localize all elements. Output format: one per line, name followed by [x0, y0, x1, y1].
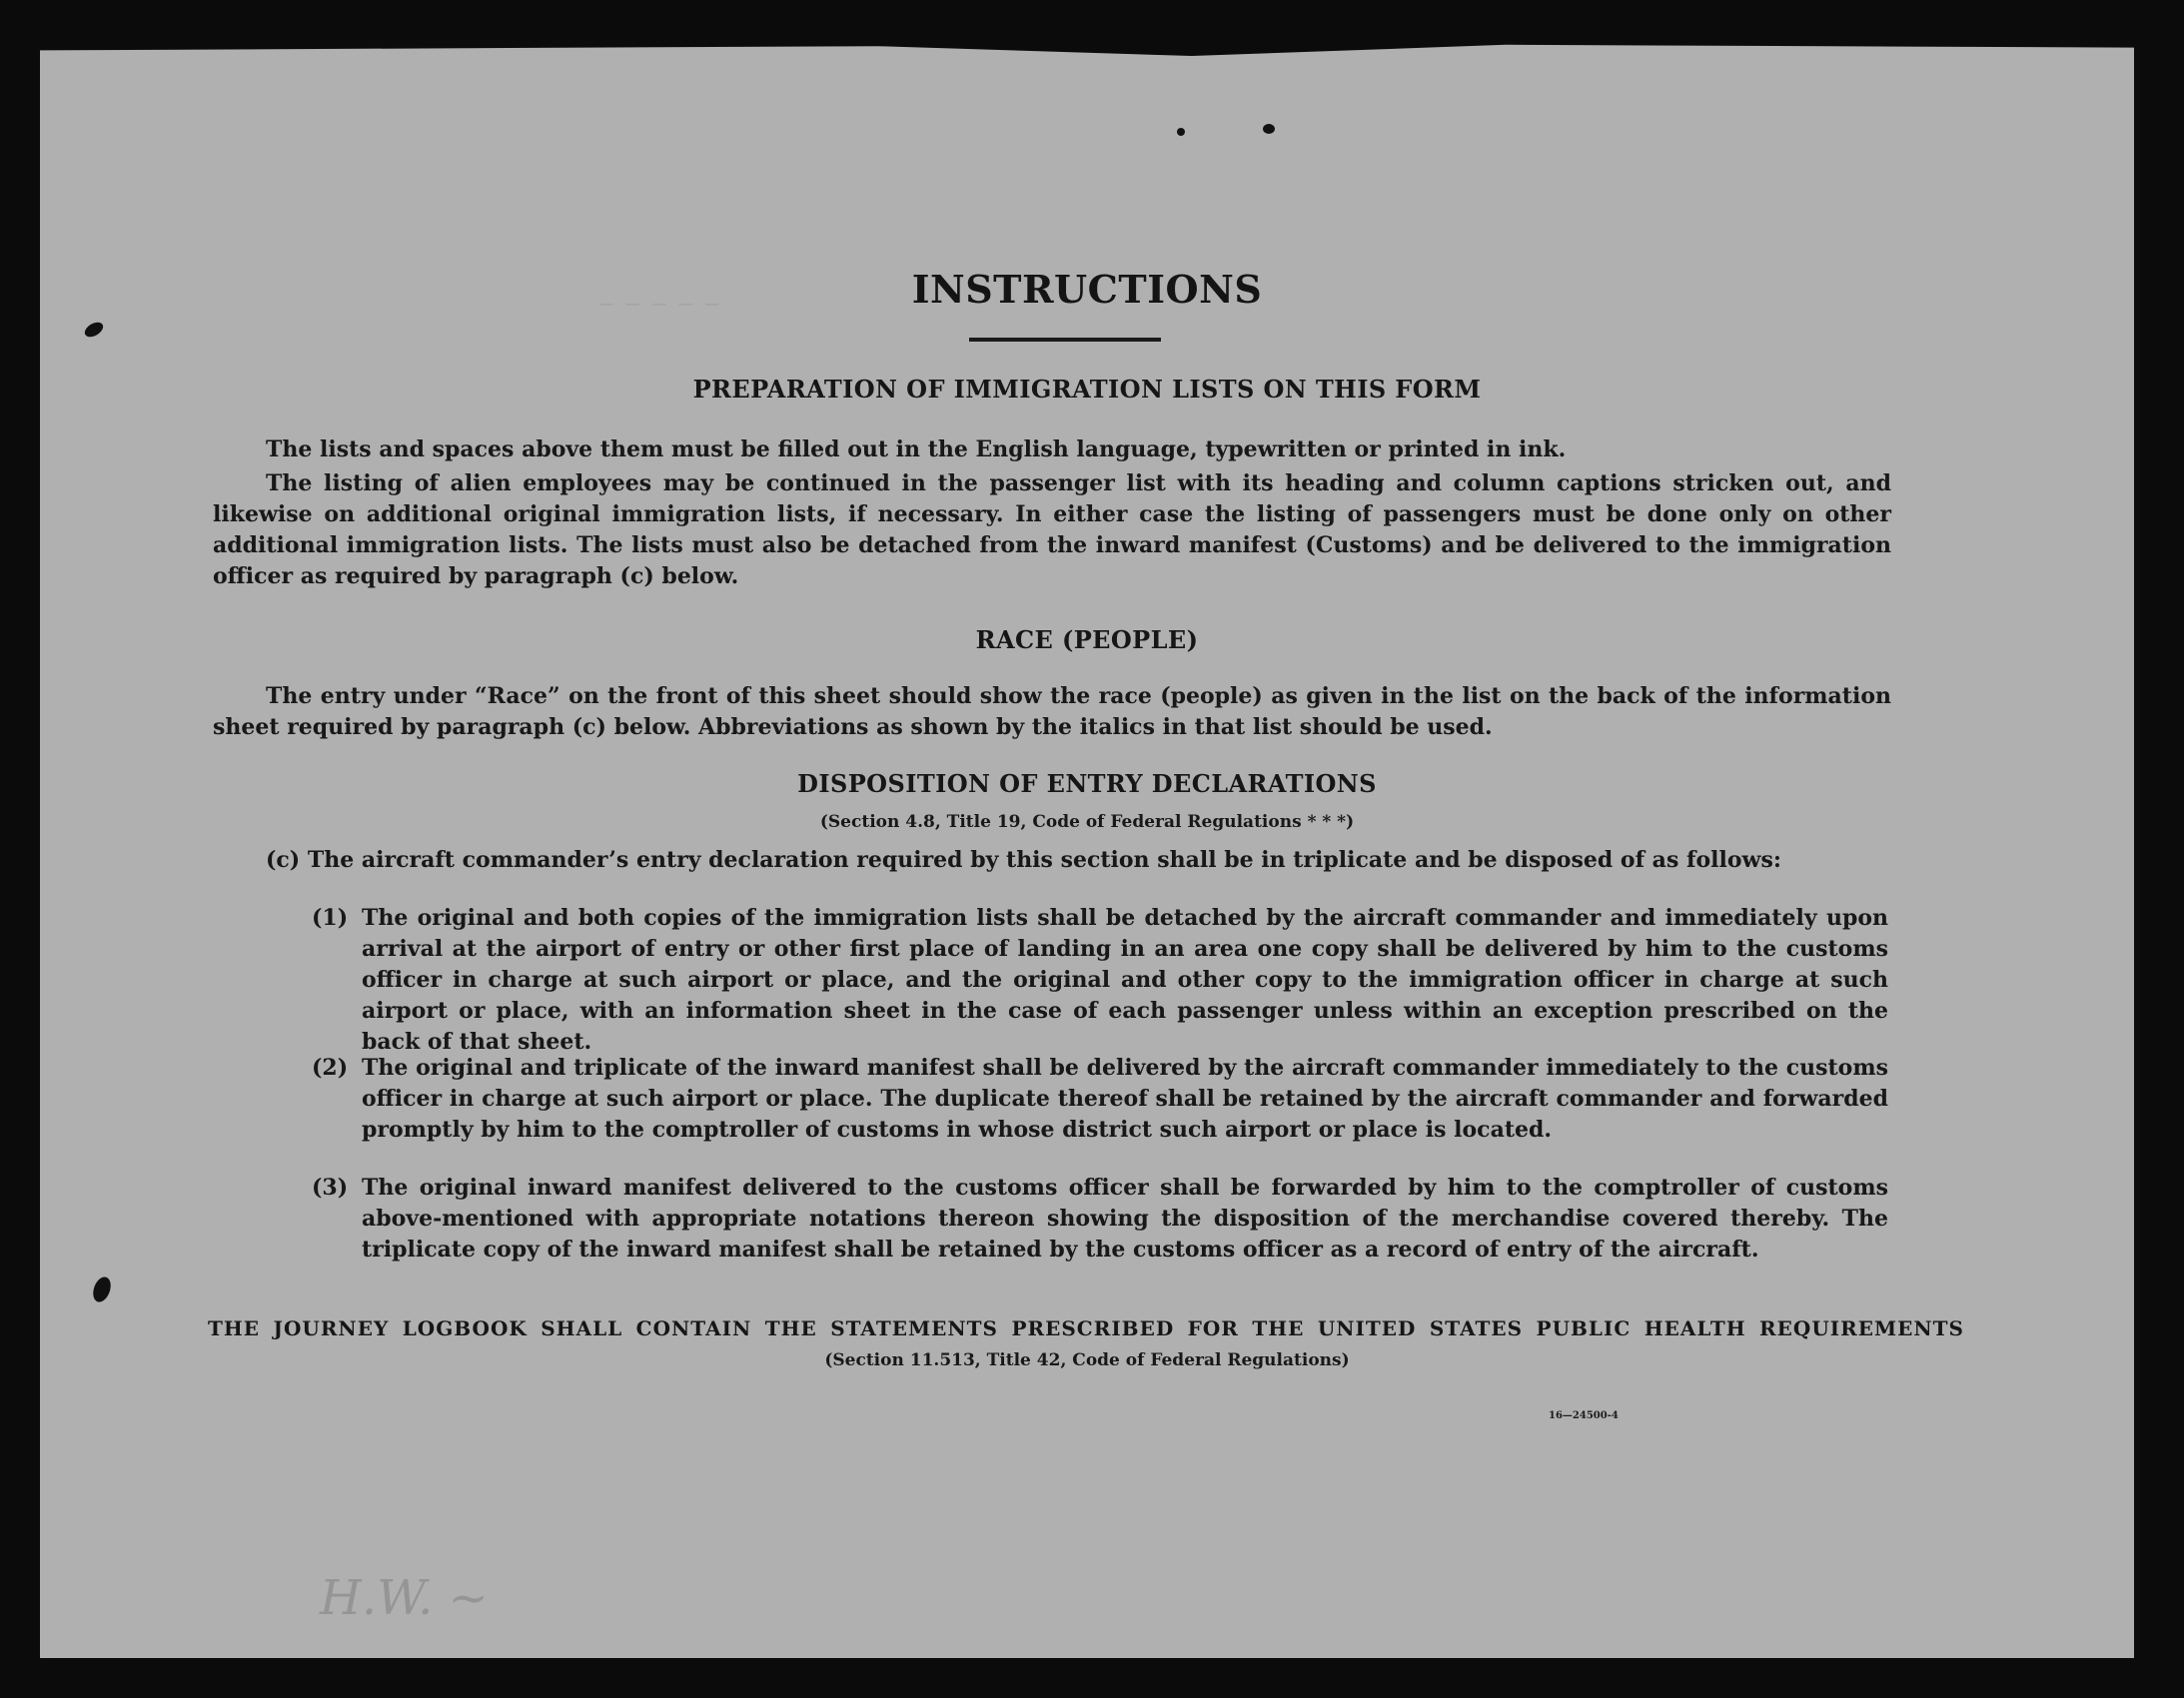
list-item: [312, 903, 1888, 1058]
paragraph-disposition-intro: (c) The aircraft commander’s entry declaration required by this section shall be in triplicate and be disposed of as follows:: [266, 847, 1781, 873]
paragraph-preparation-1: The lists and spaces above them must be filled out in the English language, typewritten or printed in ink.: [266, 436, 1567, 462]
scan-speck: [1263, 124, 1275, 134]
document-page: [40, 42, 2134, 1658]
section-heading-race: RACE (PEOPLE): [975, 625, 1199, 654]
scan-speck: [40, 42, 2134, 56]
list-item-text: The original and both copies of the immigration lists shall be detached by the aircraft commander and immediately upon arrival at the airport of entry or other first place of landing in an area one copy shall be delivered by him to the customs officer in charge at such airport or place, and the original and other copy to the immigration officer in charge at such airport or place, with an information sheet in the case of each passenger unless within an exception prescribed on the back of that sheet.: [362, 905, 1888, 1055]
footer-health-requirements: THE JOURNEY LOGBOOK SHALL CONTAIN THE STATEMENTS PRESCRIBED FOR THE UNITED STATES PUBLIC HEALTH REQUIREMENTS: [208, 1316, 1964, 1340]
page-title: INSTRUCTIONS: [911, 267, 1263, 312]
section-subheading-disposition: (Section 4.8, Title 19, Code of Federal Regulations * * *): [819, 812, 1355, 832]
form-number: 16—24500-4: [1549, 1410, 1619, 1421]
list-item-number: (3): [312, 1175, 349, 1201]
list-item: [312, 1053, 1888, 1146]
footer-regulation-citation: (Section 11.513, Title 42, Code of Federal Regulations): [824, 1350, 1350, 1370]
bleed-through-text: — — — — —: [599, 292, 719, 317]
list-item-text: The original inward manifest delivered to the customs officer shall be forwarded by him to the comptroller of customs above-mentioned with appropriate notations thereon showing the disposition of the merchandise covered thereby. The triplicate copy of the inward manifest shall be retained by the customs officer as a record of entry of the aircraft.: [362, 1175, 1888, 1263]
list-item-text: The original and triplicate of the inward manifest shall be delivered by the aircraft commander immediately to the customs officer in charge at such airport or place. The duplicate thereof shall be retained by the aircraft commander and forwarded promptly by him to the comptroller of customs in whose district such airport or place is located.: [362, 1055, 1888, 1143]
handwritten-signature: H.W. ~: [320, 1570, 489, 1626]
paragraph-preparation-2: The listing of alien employees may be continued in the passenger list with its heading and column captions stricken out, and likewise on additional original immigration lists, if necessary. In either case the listing of passengers must be done only on other additional immigration lists. The lists must also be detached from the inward manifest (Customs) and be delivered to the immigration officer as required by paragraph (c) below.: [213, 470, 1891, 589]
scan-speck: [90, 1274, 114, 1304]
list-item-number: (1): [312, 905, 349, 931]
list-item-number: (2): [312, 1055, 349, 1081]
paragraph-race: The entry under “Race” on the front of this sheet should show the race (people) as given in the list on the back of the information sheet required by paragraph (c) below. Abbreviations as shown by the italics in that list should be used.: [213, 683, 1891, 740]
scan-speck: [82, 320, 105, 340]
section-heading-disposition: DISPOSITION OF ENTRY DECLARATIONS: [797, 769, 1377, 798]
title-underline: [969, 338, 1161, 342]
scan-speck: [1177, 128, 1185, 136]
section-heading-preparation: PREPARATION OF IMMIGRATION LISTS ON THIS FORM: [692, 375, 1482, 404]
list-item: [312, 1173, 1888, 1266]
